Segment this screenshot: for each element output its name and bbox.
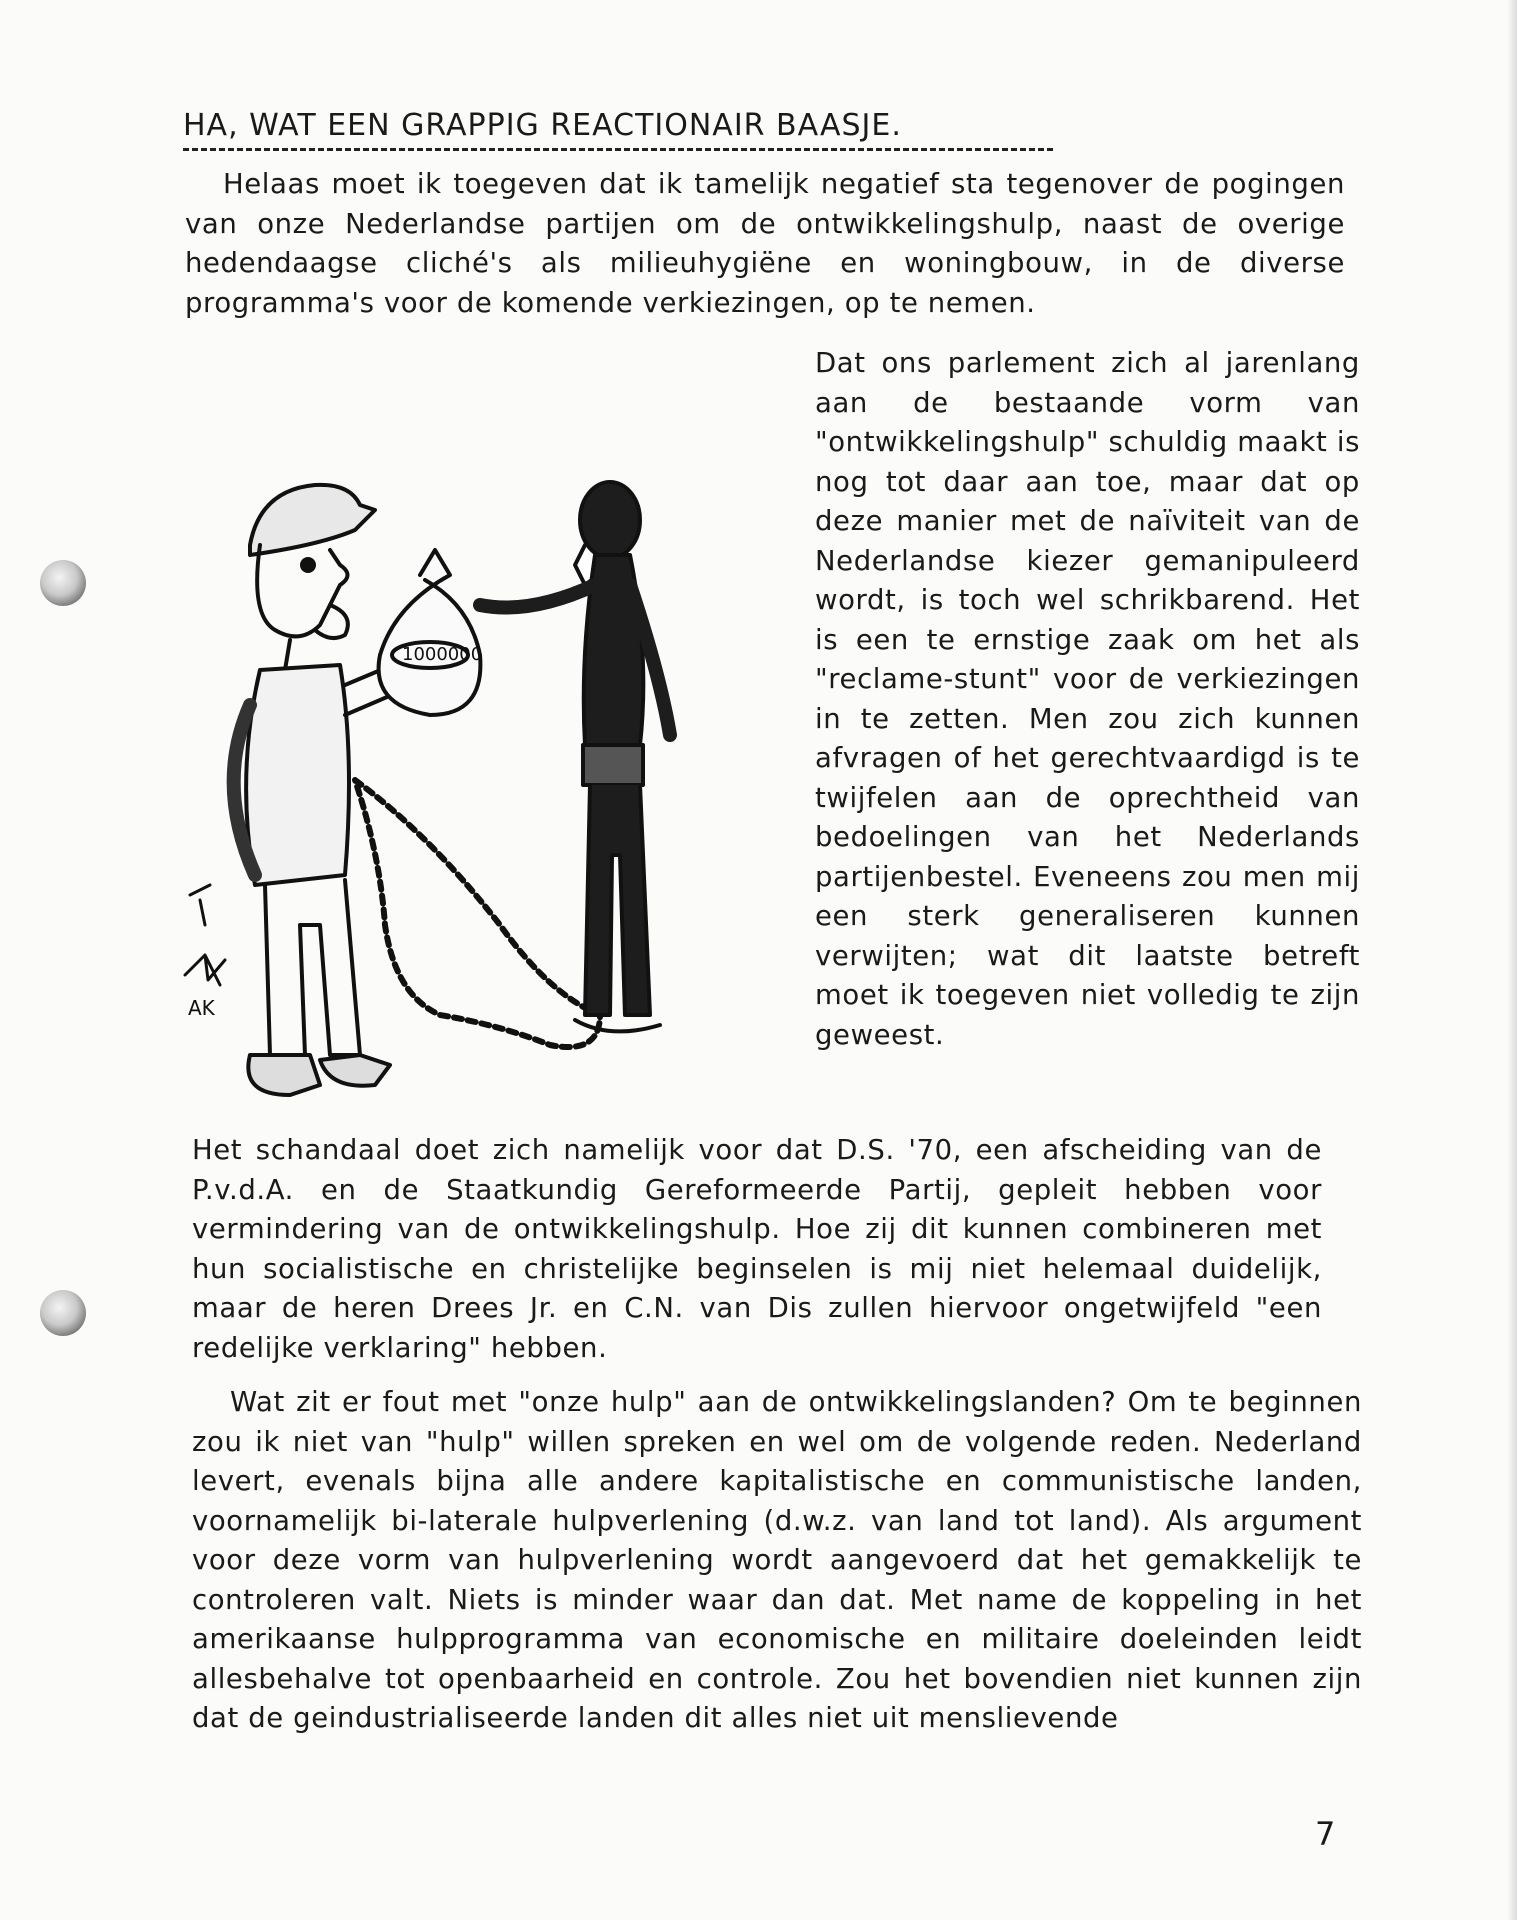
article-title: HA, WAT EEN GRAPPIG REACTIONAIR BAASJE. <box>183 108 902 143</box>
punch-hole <box>40 560 86 606</box>
paragraph-scandal: Het schandaal doet zich namelijk voor dat D.S. '70, een afscheiding van de P.v.d.A. en de Staatkundig Gereformeerde Partij, gepleit hebben voor vermindering van de ontwikkelingshulp. Hoe zij dit kunnen combineren met hun socialistische en christelijke beginselen is mij niet helemaal duidelijk, maar de heren Drees Jr. en C.N. van Dis zullen hiervoor ongetwijfeld "een redelijke verklaring" hebben. <box>192 1134 1322 1364</box>
cartoon-illustration <box>180 455 820 1135</box>
title-underline <box>183 148 1053 151</box>
punch-hole <box>40 1290 86 1336</box>
page-number: 7 <box>1315 1815 1336 1853</box>
cap <box>250 485 375 555</box>
paragraph-aid-criticism: Wat zit er fout met "onze hulp" aan de ontwikkelingslanden? Om te beginnen zou ik niet van "hulp" willen spreken en wel om de volgende reden. Nederland levert, evenals bijna alle andere kapitalistische en communistische landen, voornamelijk bi-laterale hulpverlening (d.w.z. van land tot land). Als argument voor deze vorm van hulpverlening wordt aangevoerd dat het gemakkelijk te controleren valt. Niets is minder waar dan dat. Met name de koppeling in het amerikaanse hulpprogramma van economische en militaire doeleinden leidt allesbehalve tot openbaarheid en controle. Zou het bovendien niet kunnen zijn dat de geindustrialiseerde landen dit alles niet uit menslievende <box>192 1386 1362 1734</box>
page-edge <box>1507 0 1517 1920</box>
paragraph-intro: Helaas moet ik toegeven dat ik tamelijk negatief sta tegenover de pogingen van onze Nederlandse partijen om de ontwikkelingshulp, naast de overige hedendaagse cliché's als milieuhygiëne en woningbouw, in de diverse programma's voor de komende verkiezingen, op te nemen. <box>185 168 1345 319</box>
head <box>257 545 347 636</box>
paragraph-parliament: Dat ons parlement zich al jarenlang aan de bestaande vorm van "ontwikkelingshulp" schuldig maakt is nog tot daar aan toe, maar dat op deze manier met de naïviteit van de Nederlandse kiezer gemanipuleerd wordt, is toch wel schrikbarend. Het is een te ernstige zaak om het als "reclame-stunt" voor de verkiezingen in te zetten. Men zou zich kunnen afvragen of het gerechtvaardigd is te twijfelen aan de oprechtheid van bedoelingen van het Nederlands partijenbestel. Eveneens zou men mij een sterk generaliseren kunnen verwijten; wat dit laatste betreft moet ik toegeven niet volledig te zijn geweest. <box>815 347 1360 1051</box>
artist-signature: AK <box>188 996 215 1020</box>
money-bag-label: 1000000 <box>402 644 483 665</box>
